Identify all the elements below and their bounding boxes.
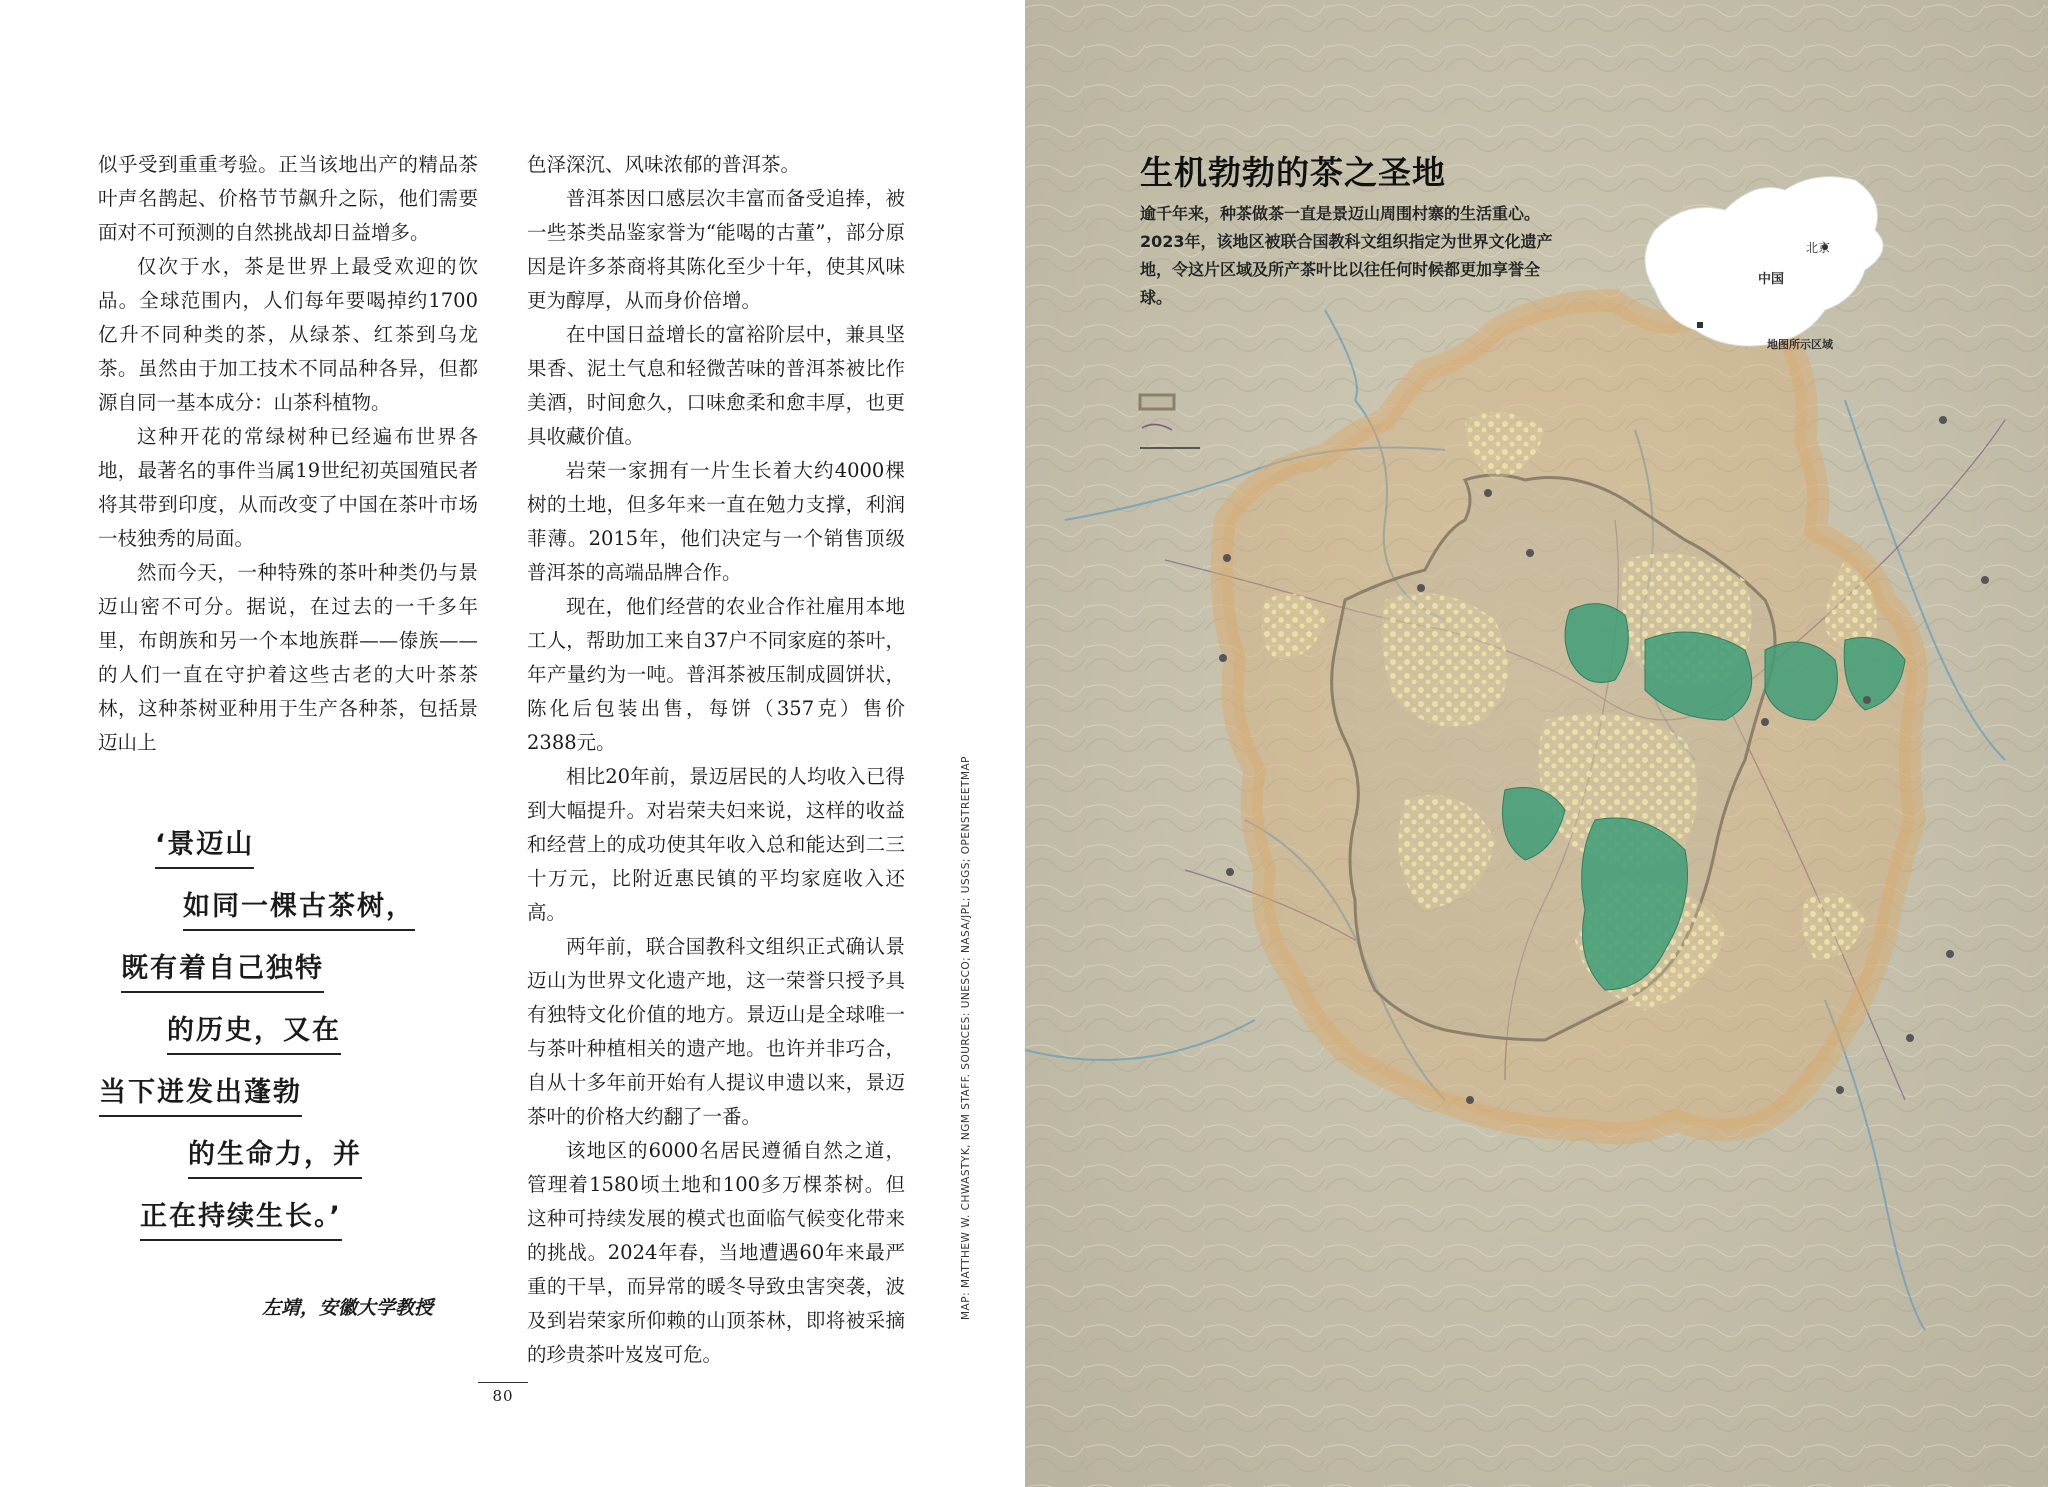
map-title: 生机勃勃的茶之圣地 [1140,153,1446,192]
quote-line: 当下迸发出蓬勃 [99,1070,302,1117]
village-dot [1417,584,1425,592]
paragraph: 该地区的6000名居民遵循自然之道，管理着1580顷土地和100多万棵茶树。但这种可持续发展的模式也面临气候变化带来的挑战。2024年春，当地遭遇60年来最严重的干旱，而异常的暖冬导致虫害突袭，波及到岩荣家所仰赖的山顶茶林，即将被采摘的珍贵茶叶岌岌可危。 [527,1139,905,1366]
paragraph: 现在，他们经营的农业合作社雇用本地工人，帮助加工来自37户不同家庭的茶叶，年产量约为一吨。普洱茶被压制成圆饼状，陈化后包装出售，每饼（357克）售价2388元。 [527,595,905,754]
paragraph: 两年前，联合国教科文组织正式确认景迈山为世界文化遗产地，这一荣誉只授予具有独特文化价值的地方。景迈山是全球唯一与茶叶种植相关的遗产地。也许并非巧合，自从十多年前开始有人提议申遗以来，景迈茶叶的价格大约翻了一番。 [527,935,905,1128]
heritage-key-swatch [1140,395,1174,409]
quote-line: 的历史，又在 [167,1008,341,1055]
village-dot [1526,549,1534,557]
paragraph: 岩荣一家拥有一片生长着大约4000棵树的土地，但多年来一直在勉力支撑，利润菲薄。2015年，他们决定与一个销售顶级普洱茶的高端品牌合作。 [527,459,905,584]
village-dot [1219,654,1227,662]
map-area-marker [1697,322,1703,328]
village-dot [1466,1096,1474,1104]
paragraph: 这种开花的常绿树种已经遍布世界各地，最著名的事件当属19世纪初英国殖民者将其带到印度，从而改变了中国在茶叶市场一枝独秀的局面。 [98,425,478,550]
map-credit: MAP: MATTHEW W. CHWASTYK, NGM STAFF. SOURCES: UNESCO; NASA/JPL; USGS; OPENSTREETMAP [960,755,972,1320]
village-dot [1939,416,1947,424]
page-number: 80 [478,1382,528,1405]
village-dot [1981,576,1989,584]
paragraph: 似乎受到重重考验。正当该地出产的精品茶叶声名鹊起、价格节节飙升之际，他们需要面对不可预测的自然挑战却日益增多。 [98,153,478,244]
paragraph: 普洱茶因口感层次丰富而备受追捧，被一些茶类品鉴家誉为“能喝的古董”，部分原因是许多茶商将其陈化至少十年，使其风味更为醇厚，从而身价倍增。 [527,187,905,312]
inset-capital-label: 北京 [1806,241,1831,255]
quote-line: 如同一棵古茶树， [183,884,415,931]
map-intro: 逾千年来，种茶做茶一直是景迈山周围村寨的生活重心。2023年，该地区被联合国教科文组织指定为世界文化遗产地，令这片区域及所产茶叶比以往任何时候都更加享誉全球。 [1140,204,1553,307]
paragraph: 然而今天，一种特殊的茶叶种类仍与景迈山密不可分。据说，在过去的一千多年里，布朗族和另一个本地族群——傣族——的人们一直在守护着这些古老的大叶茶茶林，这种茶树亚种用于生产各种茶，包括景迈山上 [98,561,478,754]
map-page [1025,0,2048,1487]
quote-line: 正在持续生长。’ [140,1194,342,1241]
quote-line: 既有着自己独特 [121,946,324,993]
inset-area-label: 地图所示区域 [1767,338,1833,351]
village-dot [1836,1086,1844,1094]
quote-line: ‘景迈山 [155,822,254,869]
village-dot [1223,554,1231,562]
paragraph: 相比20年前，景迈居民的人均收入已得到大幅提升。对岩荣夫妇来说，这样的收益和经营上的成功使其年收入总和能达到二三十万元，比附近惠民镇的平均家庭收入还高。 [527,765,905,924]
village-dot [1761,718,1769,726]
paragraph: 在中国日益增长的富裕阶层中，兼具坚果香、泥土气息和轻微苦味的普洱茶被比作美酒，时间愈久，口味愈柔和愈丰厚，也更具收藏价值。 [527,323,905,448]
inset-country-label: 中国 [1758,272,1785,287]
paragraph: 仅次于水，茶是世界上最受欢迎的饮品。全球范围内，人们每年要喝掉约1700亿升不同种类的茶，从绿茶、红茶到乌龙茶。虽然由于加工技术不同品种各异，但都源自同一基本成分：山茶科植物。 [98,255,478,414]
article-column-2 [527,148,905,1372]
article-column-1 [98,148,478,760]
village-dot [1484,489,1492,497]
quote-line: 的生命力，并 [188,1132,362,1179]
village-dot [1906,1034,1914,1042]
paragraph: 色泽深沉、风味浓郁的普洱茶。 [527,153,801,176]
village-dot [1226,868,1234,876]
village-dot [1863,696,1871,704]
village-dot [1946,950,1954,958]
quote-attribution: 左靖，安徽大学教授 [262,1297,434,1319]
